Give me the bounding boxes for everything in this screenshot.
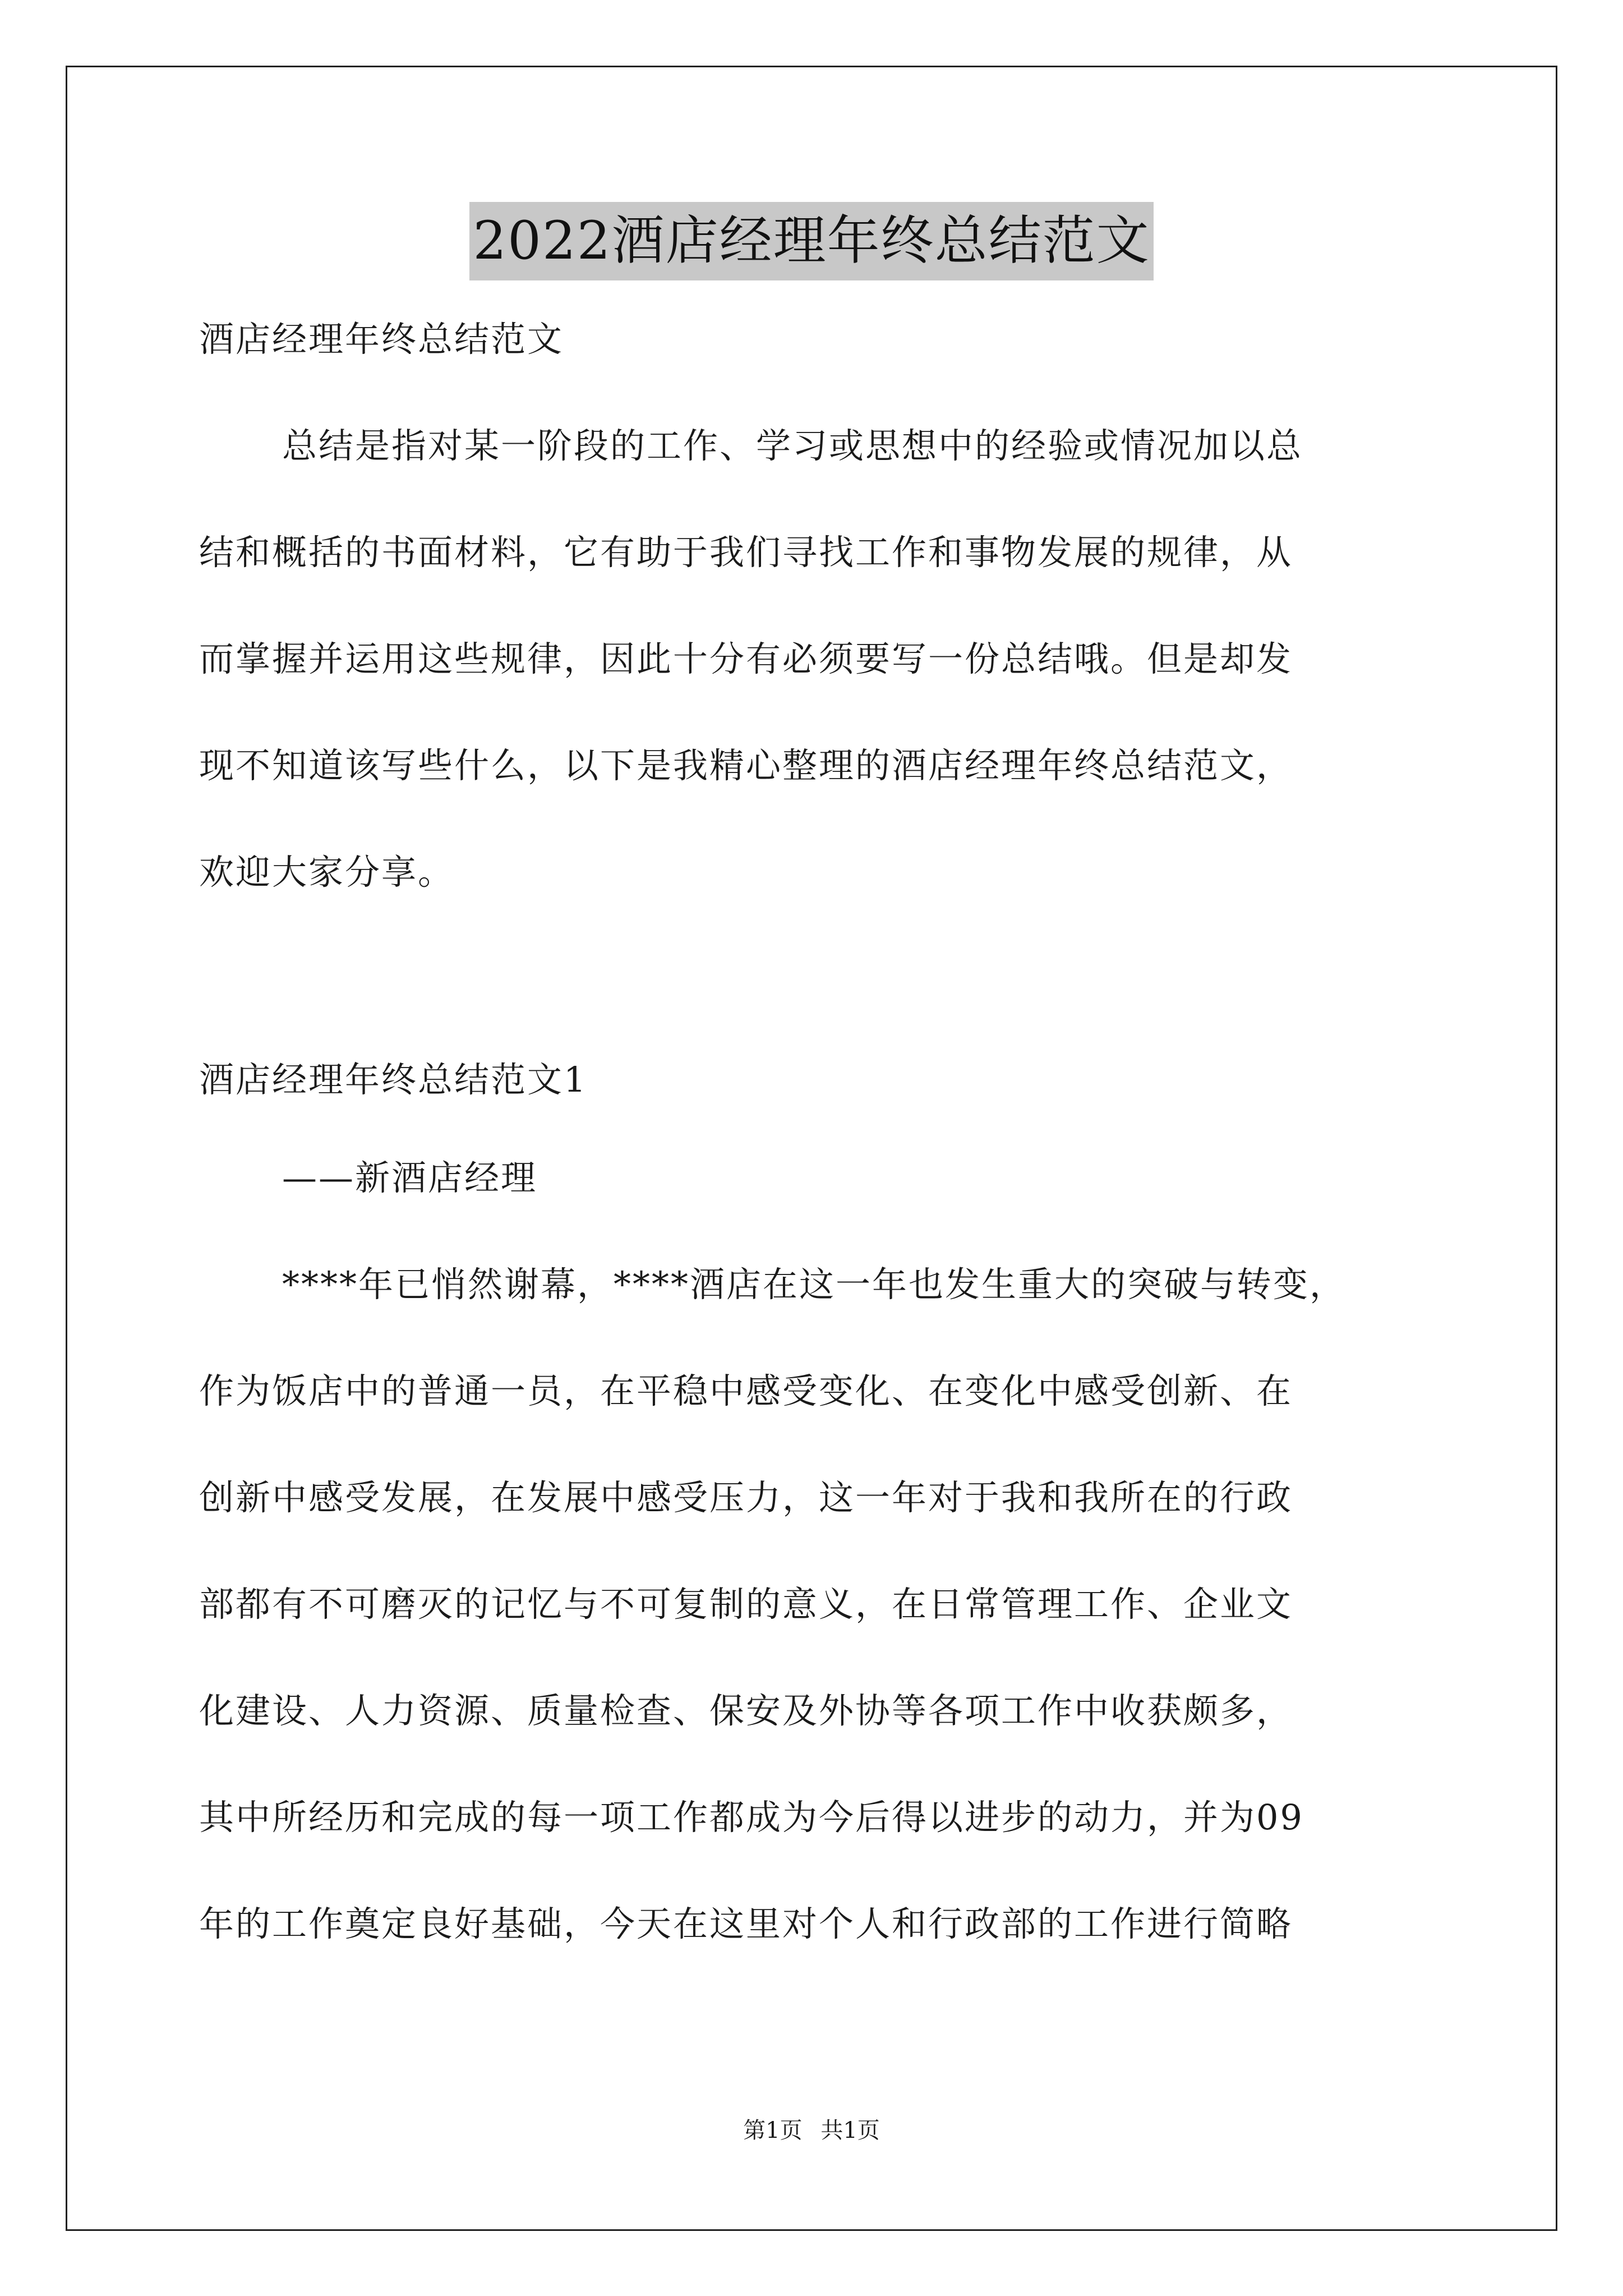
section-byline: ——新酒店经理 [282,1157,538,1198]
section-line: ****年已悄然谢幕，****酒店在这一年也发生重大的突破与转变， [282,1264,1347,1305]
title-container [0,202,1623,280]
page-total: 共1页 [820,2118,880,2143]
section-line: 年的工作奠定良好基础，今天在这里对个人和行政部的工作进行简略 [199,1903,1293,1944]
section-heading: 酒店经理年终总结范文1 [199,1059,588,1100]
section-line: 作为饭店中的普通一员，在平稳中感受变化、在变化中感受创新、在 [199,1370,1293,1411]
intro-line: 总结是指对某一阶段的工作、学习或思想中的经验或情况加以总 [282,425,1303,466]
section-line: 化建设、人力资源、质量检查、保安及外协等各项工作中收获颇多， [199,1690,1293,1731]
page-footer [0,2114,1623,2147]
intro-line: 欢迎大家分享。 [199,852,455,892]
document-subtitle: 酒店经理年终总结范文 [199,319,564,360]
intro-line: 而掌握并运用这些规律，因此十分有必须要写一份总结哦。但是却发 [199,638,1293,679]
intro-line: 结和概括的书面材料，它有助于我们寻找工作和事物发展的规律，从 [199,532,1293,573]
intro-line: 现不知道该写些什么，以下是我精心整理的酒店经理年终总结范文， [199,745,1293,786]
section-line: 其中所经历和完成的每一项工作都成为今后得以进步的动力，并为09 [199,1797,1304,1838]
page-number: 第1页 [743,2118,803,2143]
section-line: 部都有不可磨灭的记忆与不可复制的意义，在日常管理工作、企业文 [199,1584,1293,1625]
section-line: 创新中感受发展，在发展中感受压力，这一年对于我和我所在的行政 [199,1477,1293,1518]
document-title: 2022酒店经理年终总结范文 [469,202,1153,280]
